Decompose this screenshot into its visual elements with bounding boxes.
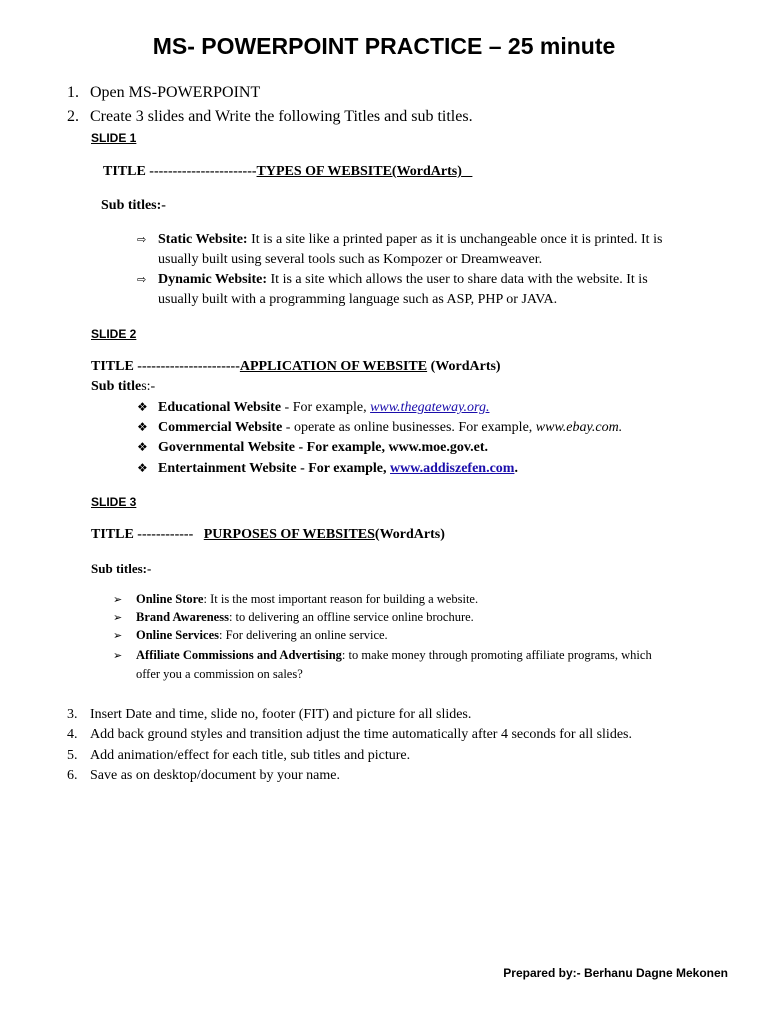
item-bold: Online Store: [136, 592, 204, 606]
slide-2-item: [137, 400, 490, 416]
item-bold: Online Services: [136, 628, 219, 642]
step-number: 3.: [67, 707, 78, 722]
item-text: : For delivering an online service.: [218, 628, 388, 642]
diamond-bullet-icon: ❖: [137, 461, 148, 475]
slide-1-item-text-line2: usually built with a programming language such as ASP, PHP or JAVA.: [158, 292, 558, 307]
diamond-bullet-icon: ❖: [137, 420, 148, 434]
slide-1-subtitle-label: Sub titles:-: [101, 198, 166, 213]
title-prefix: TITLE ------------: [91, 527, 204, 542]
step-number: 6.: [67, 768, 78, 783]
prepared-by-footer: Prepared by:- Berhanu Dagne Mekonen: [503, 966, 728, 980]
slide-1-item-text: [158, 272, 648, 288]
slide-1-label: SLIDE 1: [91, 131, 137, 145]
arrowhead-bullet-icon: ➢: [113, 629, 123, 642]
item-bold: Entertainment Website - For example,: [158, 461, 391, 476]
step-2: [67, 108, 473, 126]
item-text: : to delivering an offline service online brochure.: [228, 610, 474, 624]
step-6: [67, 768, 341, 784]
arrow-bullet-icon: ⇨: [137, 233, 147, 246]
step-3: [67, 707, 472, 723]
item-bold: Brand Awareness: [136, 610, 229, 624]
title-text: TYPES OF WEBSITE(WordArts): [256, 164, 462, 179]
slide-3-item-line2: offer you a commission on sales?: [136, 667, 303, 681]
slide-1-title: [103, 164, 472, 180]
item-text: It is a site like a printed paper as it is unchangeable once it is printed. It is: [247, 232, 663, 247]
slide-3-item: [113, 628, 388, 643]
title-prefix: TITLE -----------------------: [103, 164, 257, 179]
title-prefix: TITLE ----------------------: [91, 359, 240, 374]
step-text: Open MS-POWERPOINT: [90, 84, 261, 101]
step-text: Insert Date and time, slide no, footer (FIT) and picture for all slides.: [90, 707, 472, 722]
ebay-link[interactable]: www.ebay.com: [535, 420, 619, 435]
step-number: 4.: [67, 727, 78, 742]
item-text: : to make money through promoting affiliate programs, which: [341, 648, 652, 662]
arrowhead-bullet-icon: ➢: [113, 593, 123, 606]
item-text: : It is the most important reason for building a website.: [203, 592, 479, 606]
item-bold: Static Website:: [158, 232, 248, 247]
slide-1-item-text-line2: usually built using several tools such as Kompozer or Dreamweaver.: [158, 252, 543, 267]
item-end: .: [618, 420, 623, 435]
diamond-bullet-icon: ❖: [137, 440, 148, 454]
title-text: PURPOSES OF WEBSITES: [203, 527, 375, 542]
slide-2-item: [137, 420, 623, 436]
step-4: [67, 727, 632, 743]
slide-3-item: [113, 648, 652, 663]
item-bold: Affiliate Commissions and Advertising: [136, 648, 342, 662]
slide-3-item: [113, 592, 479, 607]
item-text: It is a site which allows the user to share data with the website. It is: [267, 272, 648, 287]
item-end: .: [514, 461, 518, 476]
page-title: MS- POWERPOINT PRACTICE – 25 minute: [152, 33, 616, 59]
arrow-bullet-icon: ⇨: [137, 273, 147, 286]
addiszefen-link[interactable]: www.addiszefen.com: [390, 461, 515, 476]
step-number: 1.: [67, 84, 79, 101]
diamond-bullet-icon: ❖: [137, 400, 148, 414]
slide-3-label: SLIDE 3: [91, 495, 137, 509]
item-bold: Educational Website: [158, 400, 282, 415]
arrowhead-bullet-icon: ➢: [113, 611, 123, 624]
slide-2-label: SLIDE 2: [91, 327, 137, 341]
step-number: 5.: [67, 748, 78, 763]
arrowhead-bullet-icon: ➢: [113, 649, 123, 662]
item-text: - For example,: [281, 400, 371, 415]
item-bold: Dynamic Website:: [158, 272, 268, 287]
title-text: APPLICATION OF WEBSITE: [239, 359, 428, 374]
title-suffix: (WordArts): [374, 527, 445, 542]
subtitle-bold: Sub title: [91, 379, 142, 394]
gateway-link[interactable]: www.thegateway.org: [370, 400, 486, 415]
slide-1-item: [137, 272, 146, 288]
step-text: Add back ground styles and transition adjust the time automatically after 4 seconds for all slides.: [90, 727, 632, 742]
slide-2-title: [91, 359, 501, 375]
slide-2-item: [137, 461, 518, 477]
subtitle-rest: s:-: [141, 379, 156, 394]
slide-2-item: [137, 440, 488, 456]
step-number: 2.: [67, 108, 79, 125]
item-bold: Commercial Website: [158, 420, 283, 435]
slide-2-subtitle-label: [91, 379, 155, 395]
title-suffix: (WordArts): [427, 359, 501, 374]
step-5: [67, 748, 411, 764]
item-end: .: [485, 400, 490, 415]
slide-1-item-text: [158, 232, 662, 248]
step-text: Add animation/effect for each title, sub titles and picture.: [90, 748, 411, 763]
slide-3-item: [113, 610, 474, 625]
step-text: Create 3 slides and Write the following Titles and sub titles.: [90, 108, 473, 125]
slide-1-item: [137, 232, 146, 248]
slide-3-subtitle-label: Sub titles:-: [91, 561, 152, 576]
slide-3-title: [91, 527, 445, 543]
step-text: Save as on desktop/document by your name.: [90, 768, 341, 783]
item-text: - operate as online businesses. For example,: [282, 420, 536, 435]
item-bold: Governmental Website - For example, www.moe.gov.et.: [158, 440, 488, 455]
step-1: [67, 84, 261, 102]
